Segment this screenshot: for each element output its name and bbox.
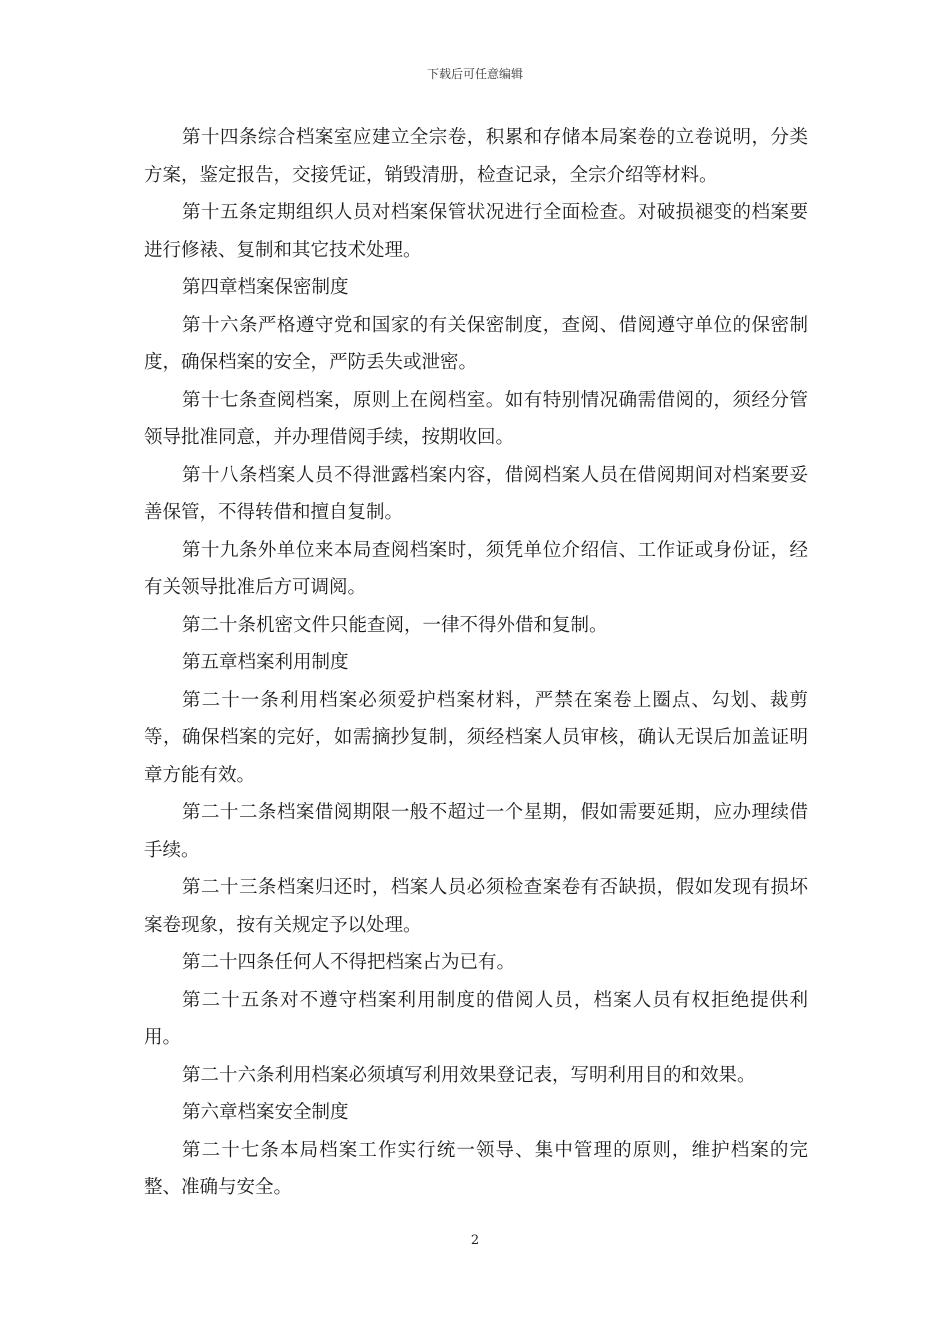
article-20: 第二十条机密文件只能查阅，一律不得外借和复制。: [182, 614, 608, 636]
article-17: 第十七条查阅档案，原则上在阅档室。如有特别情况确需借阅的，须经分管领导批准同意，并办理借阅手续，按期收回。: [144, 389, 808, 448]
article-24: 第二十四条任何人不得把档案占为已有。: [182, 952, 516, 973]
document-body: [144, 119, 808, 1207]
chapter-5-heading: 第五章档案利用制度: [182, 652, 349, 673]
page-number: 2: [470, 1233, 480, 1248]
article-19: 第十九条外单位来本局查阅档案时，须凭单位介绍信、工作证或身份证，经有关领导批准后方可调阅。: [144, 539, 808, 598]
article-26: 第二十六条利用档案必须填写利用效果登记表，写明利用目的和效果。: [182, 1064, 756, 1086]
article-22: 第二十二条档案借阅期限一般不超过一个星期，假如需要延期，应办理续借手续。: [144, 802, 808, 861]
article-23: 第二十三条档案归还时，档案人员必须检查案卷有否缺损，假如发现有损坏案卷现象，按有关规定予以处理。: [144, 877, 808, 936]
article-21: 第二十一条利用档案必须爱护档案材料，严禁在案卷上圈点、勾划、裁剪等，确保档案的完好，如需摘抄复制，须经档案人员审核，确认无误后加盖证明章方能有效。: [144, 689, 808, 786]
article-14: 第十四条综合档案室应建立全宗卷，积累和存储本局案卷的立卷说明，分类方案，鉴定报告，交接凭证，销毁清册，检查记录，全宗介绍等材料。: [144, 127, 808, 186]
chapter-6-heading: 第六章档案安全制度: [182, 1102, 349, 1123]
article-25: 第二十五条对不遵守档案利用制度的借阅人员，档案人员有权拒绝提供利用。: [144, 989, 808, 1048]
chapter-4-heading: 第四章档案保密制度: [182, 277, 349, 298]
article-27: 第二十七条本局档案工作实行统一领导、集中管理的原则，维护档案的完整、准确与安全。: [144, 1139, 808, 1198]
page-header: 下载后可任意编辑: [426, 67, 523, 81]
article-15: 第十五条定期组织人员对档案保管状况进行全面检查。对破损褪变的档案要进行修裱、复制和其它技术处理。: [144, 202, 808, 261]
article-18: 第十八条档案人员不得泄露档案内容，借阅档案人员在借阅期间对档案要妥善保管，不得转借和擅自复制。: [144, 464, 808, 523]
article-16: 第十六条严格遵守党和国家的有关保密制度，查阅、借阅遵守单位的保密制度，确保档案的安全，严防丢失或泄密。: [144, 314, 808, 373]
